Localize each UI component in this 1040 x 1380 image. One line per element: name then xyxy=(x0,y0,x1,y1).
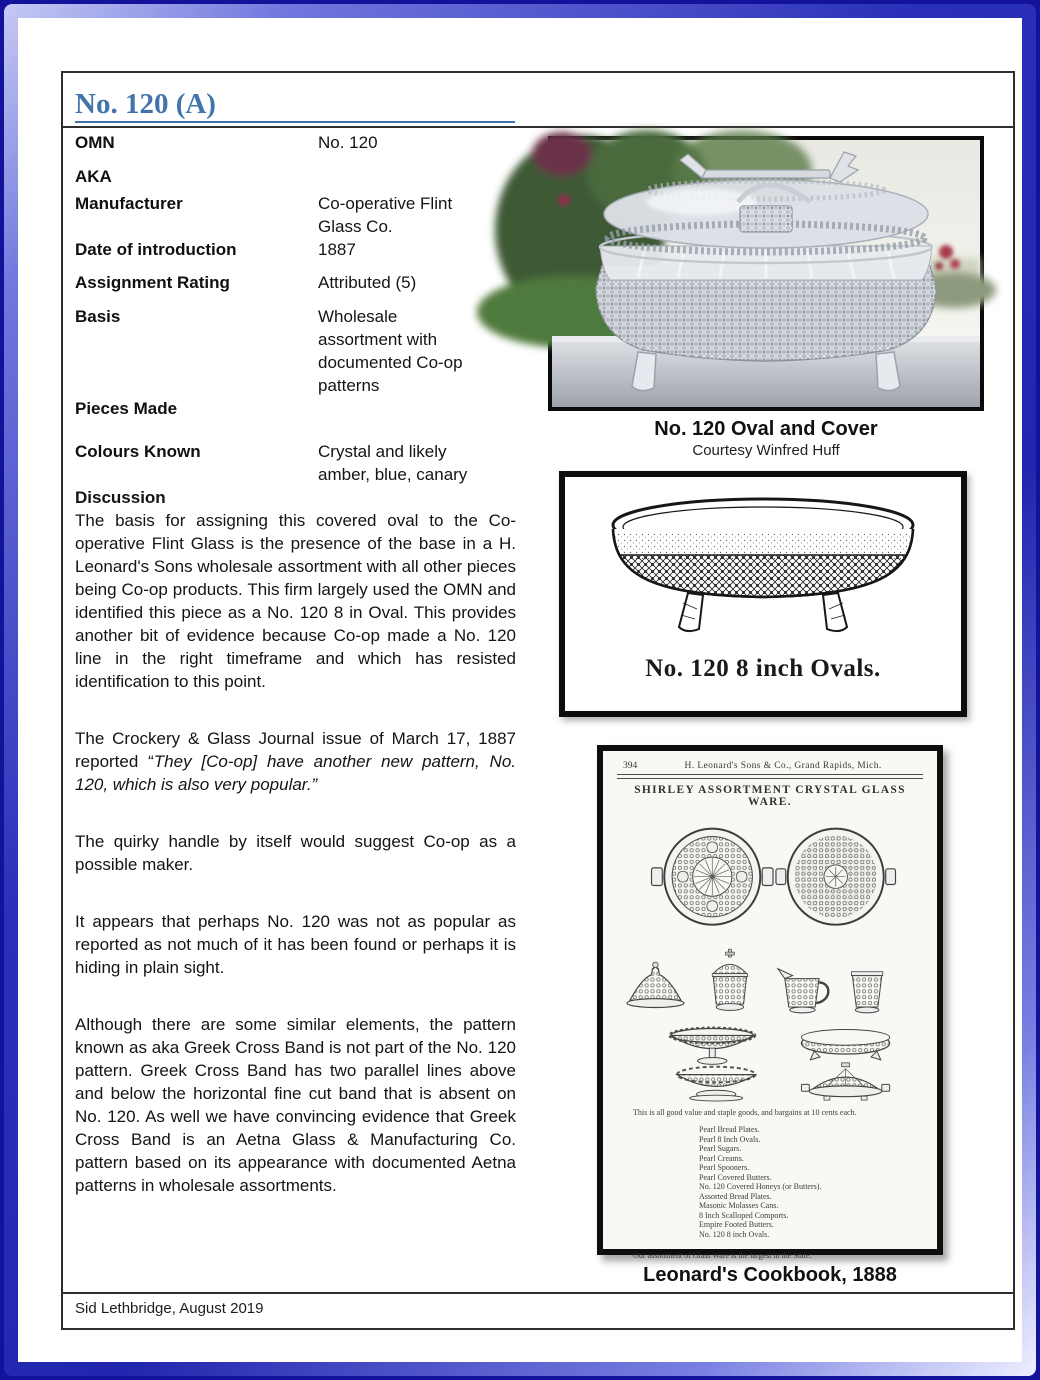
journal-quote: They [Co-op] have another new pattern, No. 120, which is also very popular.” xyxy=(75,752,516,794)
field-row-pieces xyxy=(75,397,516,420)
oval-engraving-box xyxy=(559,471,967,717)
photo-caption-credit: Courtesy Winfred Huff xyxy=(692,442,840,459)
catalog-caption: Leonard's Cookbook, 1888 xyxy=(643,1264,897,1286)
field-row-omn xyxy=(75,131,516,154)
field-label: Basis xyxy=(75,307,121,326)
field-value: Attributed (5) xyxy=(318,273,417,292)
quote-intro: The Crockery & Glass Journal issue of March 17, 1887 reported “ xyxy=(75,729,516,771)
catalog-item: No. 120 8 inch Ovals. xyxy=(699,1229,770,1239)
page-title: No. 120 (A) xyxy=(75,88,515,123)
catalog-item: Pearl Spooners. xyxy=(699,1163,750,1172)
catalog-item: Masonic Molasses Cans. xyxy=(699,1201,779,1210)
catalog-outro-line: Our assortment of Glass Ware is the largest in the State. xyxy=(633,1251,812,1260)
catalog-item: Pearl Bread Plates. xyxy=(699,1125,760,1134)
field-row-rating xyxy=(75,271,516,294)
field-label: Date of introduction xyxy=(75,240,237,259)
field-value: Wholesale assortment with documented Co-op patterns xyxy=(318,307,463,395)
field-label: OMN xyxy=(75,133,115,152)
catalog-item: No. 120 Covered Honeys (or Butters). xyxy=(699,1182,822,1191)
oval-engraving-caption: No. 120 8 inch Ovals. xyxy=(645,655,881,682)
field-row-colours xyxy=(75,440,516,486)
covered-oval-photo-art xyxy=(552,140,980,407)
field-value xyxy=(318,397,480,420)
field-label: AKA xyxy=(75,167,112,186)
field-label: Assignment Rating xyxy=(75,273,230,292)
catalog-item: Empire Footed Butters. xyxy=(699,1220,774,1229)
catalog-item: Assorted Bread Plates. xyxy=(699,1191,772,1201)
field-value: No. 120 xyxy=(318,133,378,152)
field-value xyxy=(318,165,480,188)
field-row-manufacturer xyxy=(75,192,516,238)
field-label: Colours Known xyxy=(75,442,201,461)
discussion-paragraph-2 xyxy=(75,727,516,796)
footer-credit: Sid Lethbridge, August 2019 xyxy=(75,1300,264,1317)
field-row-basis xyxy=(75,305,516,397)
catalog-page-number: 394 xyxy=(623,761,638,771)
discussion-paragraph-4: It appears that perhaps No. 120 was not as popular as reported as not much of it has been found or perhaps it is hiding in plain sight. xyxy=(75,912,516,977)
catalog-page-scan xyxy=(597,745,943,1260)
field-label: Pieces Made xyxy=(75,399,178,418)
field-row-date xyxy=(75,238,516,261)
field-label: Manufacturer xyxy=(75,194,183,213)
discussion-paragraph-3: The quirky handle by itself would suggest Co-op as a possible maker. xyxy=(75,832,516,874)
catalog-header: H. Leonard's Sons & Co., Grand Rapids, Mich. xyxy=(684,761,882,771)
discussion-paragraph-5: Although there are some similar elements, the pattern known as aka Greek Cross Band is not part of the No. 120 pattern. Greek Cross Band has two parallel lines above and below the horizontal fine cut band that is absent on No. 120. As well we have convincing evidence that Greek Cross Band is an Aetna Glass & Manufacturing Co. pattern based on its appearance with documented Aetna patterns in wholesale assortments. xyxy=(75,1015,516,1195)
footer-divider-line xyxy=(62,1292,1014,1294)
title-divider-line xyxy=(62,126,1014,128)
catalog-glassware-art xyxy=(611,812,937,1104)
photo-caption xyxy=(548,417,984,460)
covered-oval-photo xyxy=(548,136,984,411)
catalog-intro-line: This is all good value and staple goods, and bargains at 10 cents each. xyxy=(633,1108,857,1117)
catalog-item-list xyxy=(699,1125,929,1239)
catalog-item: Pearl 8 Inch Ovals. xyxy=(699,1134,761,1144)
catalog-title: SHIRLEY ASSORTMENT CRYSTAL GLASS WARE. xyxy=(634,784,906,808)
catalog-item: Pearl Covered Butters. xyxy=(699,1172,772,1182)
field-value: Co-operative Flint Glass Co. xyxy=(318,194,453,236)
catalog-header-row xyxy=(611,761,929,771)
photo-caption-title: No. 120 Oval and Cover xyxy=(654,418,878,440)
field-row-aka xyxy=(75,165,516,188)
discussion-heading: Discussion xyxy=(75,488,166,507)
catalog-item: Pearl Creams. xyxy=(699,1153,744,1163)
page-background xyxy=(18,18,1022,1362)
field-value: Crystal and likely amber, blue, canary xyxy=(318,442,468,484)
catalog-rule xyxy=(617,774,923,779)
left-column xyxy=(75,131,516,1197)
catalog-item: 8 Inch Scalloped Comports. xyxy=(699,1210,789,1220)
discussion-paragraph-1: The basis for assigning this covered oval to the Co-operative Flint Glass is the presence of the base in a H. Leonard's Sons wholesale assortment with all other pieces being Co-op products. This firm largely used the OMN and identified this piece as a No. 120 8 in Oval. This provides another bit of evidence because Co-op made a No. 120 line in the right timeframe and which has resisted identification to this point. xyxy=(75,511,516,691)
catalog-item: Pearl Sugars. xyxy=(699,1144,742,1153)
field-value: 1887 xyxy=(318,240,356,259)
oval-engraving xyxy=(593,491,933,651)
